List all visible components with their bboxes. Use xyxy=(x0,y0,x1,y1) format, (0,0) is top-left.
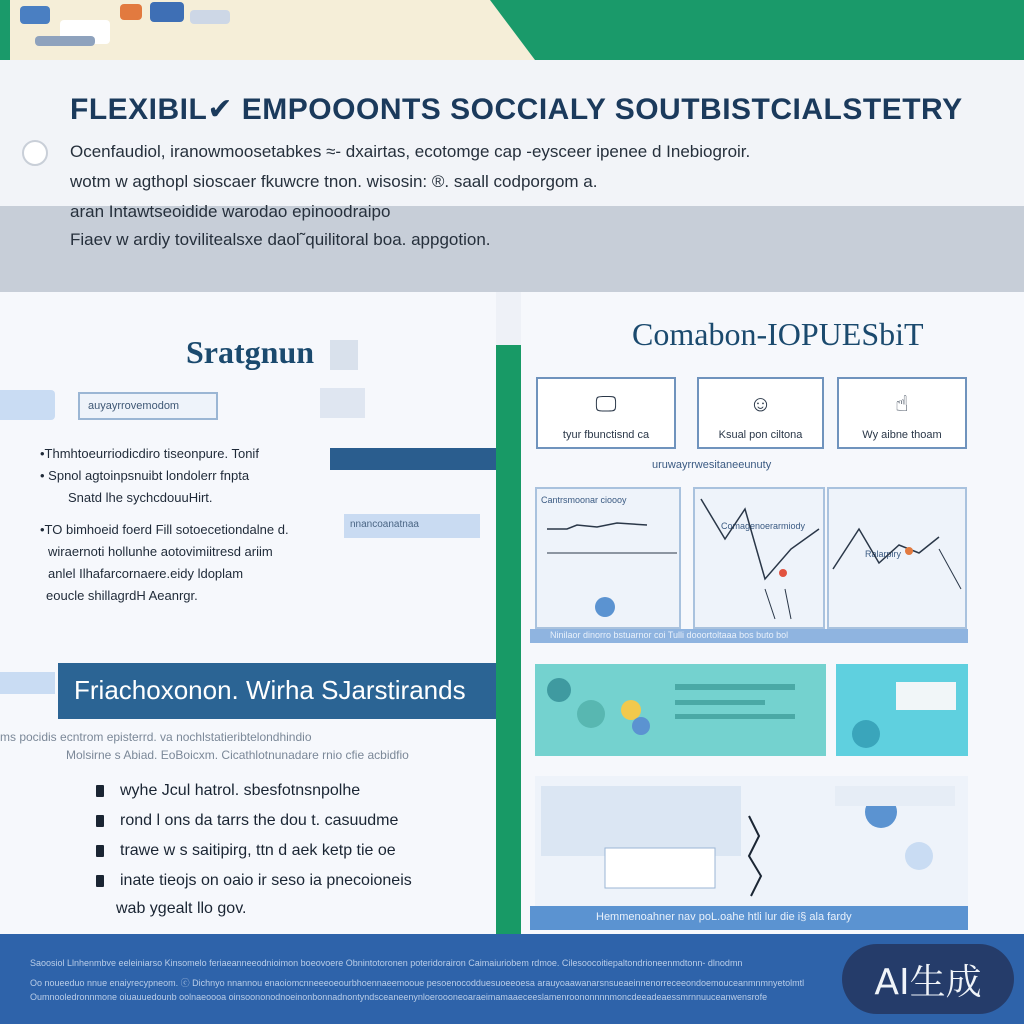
bullet-icon xyxy=(96,785,104,797)
chart-card-label: Comagenoerarmiody xyxy=(721,521,806,531)
card-label: Wy aibne thoam xyxy=(862,429,942,441)
left-input[interactable]: nnancoanatnaa xyxy=(344,514,480,538)
para-line-4: •TO bimhoeid foerd Fill sotoecetiondalne d. xyxy=(40,522,289,537)
feature-card-2[interactable] xyxy=(697,377,824,449)
para-line-6: anlel Ilhafarcornaere.eidy ldoplam xyxy=(48,566,244,581)
chart-caption-strip: Ninilaor dinorro bstuarnor coi Tulli dooortoltaaa bos buto bol xyxy=(530,629,968,643)
ai-generated-badge xyxy=(842,944,1014,1014)
teal-card-graphic xyxy=(535,664,826,756)
left-blue-bar xyxy=(330,448,496,470)
bullet-icon xyxy=(96,845,104,857)
teal-card[interactable] xyxy=(535,664,826,756)
teal-card-small[interactable] xyxy=(836,664,968,756)
feature-card-1[interactable] xyxy=(536,377,676,449)
list-item-text: trawe w s saitipirg, ttn d aek ketp tie oe xyxy=(120,842,396,859)
illustration-caption-strip: Hemmenoahner nav poL.oahe htli lur die i§ ala fardy xyxy=(530,906,968,930)
chart-card-graphic xyxy=(537,489,683,631)
top-illustration xyxy=(0,0,560,60)
chart-card-graphic xyxy=(829,489,969,631)
list-item-text: rond l ons da tarrs the dou t. casuudme xyxy=(120,812,399,829)
illustration-card[interactable] xyxy=(535,776,968,906)
illustration-graphic xyxy=(535,776,968,906)
left-panel xyxy=(0,292,496,934)
list-item-text: wyhe Jcul hatrol. sbesfotnsnpolhe xyxy=(120,782,361,799)
left-section-heading: Sratgnun xyxy=(186,334,315,370)
card-label: tyur fbunctisnd ca xyxy=(562,429,650,441)
chart-card-label: Ralarpiry xyxy=(865,549,902,559)
chart-card-2[interactable] xyxy=(693,487,825,629)
hand-touch-icon: ☝ xyxy=(895,391,909,416)
left-pill-label[interactable]: auyayrrovemodom xyxy=(78,392,218,420)
chart-card-3[interactable] xyxy=(827,487,967,629)
bullet-icon xyxy=(96,815,104,827)
teal-card-small-graphic xyxy=(836,664,968,756)
hero-line-3: aran Intawtseoidide warodao epinoodraipo xyxy=(70,202,391,221)
chart-card-graphic xyxy=(695,489,827,631)
radio-dot-icon[interactable] xyxy=(22,140,48,166)
banner-title: Friachoxonon. Wirha SJarstirands xyxy=(74,675,466,705)
vertical-divider xyxy=(496,345,521,935)
chart-card-1[interactable] xyxy=(535,487,681,629)
top-left-accent xyxy=(0,0,10,60)
hero-line-2: wotm w agthopl sioscaer fkuwcre tnon. wisosin: ®. saall codporgom a. xyxy=(70,172,598,191)
ai-badge-label: AI生成 xyxy=(874,961,982,1003)
para-line-1: •Thmhtoeurriodicdiro tiseonpure. Tonif xyxy=(40,446,259,461)
document-icon xyxy=(330,340,358,370)
footer-line-1: Saoosiol Llnhenmbve eeleiniarso Kinsomelo feriaeanneeodnioimon boeovoere Obnintotoronen poteridorairon Caimaiuriobem rdmoe. Cilesoocoitiepaltondrioneenmdtonn- dlnodmn xyxy=(30,958,743,968)
banner-tab xyxy=(0,672,55,694)
chart-card-label: Cantrsmoonar cioooy xyxy=(541,495,627,505)
list-item xyxy=(96,842,396,860)
small-tab[interactable] xyxy=(320,388,365,418)
footer-line-3: Oumnooledronnmone oiuauuedounb oolnaeoooa oinsoononodnoeinonbonnadnontyndsceaneenynloeroooneoaraeimamaaeceeslamenroononnnnmoncdeeadeaessmrnnuuceanwensrofe xyxy=(30,992,768,1002)
bullet-icon xyxy=(96,875,104,887)
list-item-continuation: wab ygealt llo gov. xyxy=(116,900,247,917)
hero-line-4: Fiaev w ardiy tovilitealsxe daol˜quilitoral boa. appgotion. xyxy=(70,230,491,249)
list-item xyxy=(96,782,360,800)
para-line-2: • Spnol agtoinpsnuibt londolerr fnpta xyxy=(40,468,250,483)
list-item xyxy=(96,872,412,890)
cards-caption: uruwayrrwesitaneeunuty xyxy=(652,459,772,471)
card-label: Ksual pon ciltona xyxy=(718,429,803,441)
feature-card-3[interactable] xyxy=(837,377,967,449)
page-title: FLEXIBIL✔ EMPOOONTS SOCCIALY SOUTBISTCIALSTETRY xyxy=(70,93,963,126)
para-line-7: eoucle shillagrdH Aeanrgr. xyxy=(46,588,198,603)
left-tab[interactable] xyxy=(0,390,55,420)
person-icon: ☺ xyxy=(749,391,772,416)
hero-line-1: Ocenfaudiol, iranowmoosetabkes ≈- dxairtas, ecotomge cap -eysceer ipenee d Inebiogroir. xyxy=(70,142,751,161)
list-item-text: inate tieojs on oaio ir seso ia pnecoioneis xyxy=(120,872,412,889)
monitor-icon: 🖵 xyxy=(595,391,617,416)
list-item xyxy=(96,812,398,830)
muted-line-2: Molsirne s Abiad. EoBoicxm. Cicathlotnunadare rnio cfie acbidfio xyxy=(66,748,409,762)
para-line-3: Snatd lhe sychcdouuHirt. xyxy=(68,490,213,505)
right-section-heading: Comabon-IOPUESbiT xyxy=(632,316,924,352)
muted-line-1: ms pocidis ecntrom episterrd. va nochlstatieribtelondhindio xyxy=(0,730,312,744)
para-line-5: wiraernoti hollunhe aotovimiitresd ariim xyxy=(48,544,273,559)
footer-line-2: Oo noueeduo nnue enaiyrecypneom. ⓒ Dichnyo nnannou enaoiomcnneeeoeourbhoennaeemooue pesoenocodduesuoeeoesa arauyoaawanarsnsueaeinnenorreceeondoemouceanmnmnyetolmtl xyxy=(30,978,805,988)
